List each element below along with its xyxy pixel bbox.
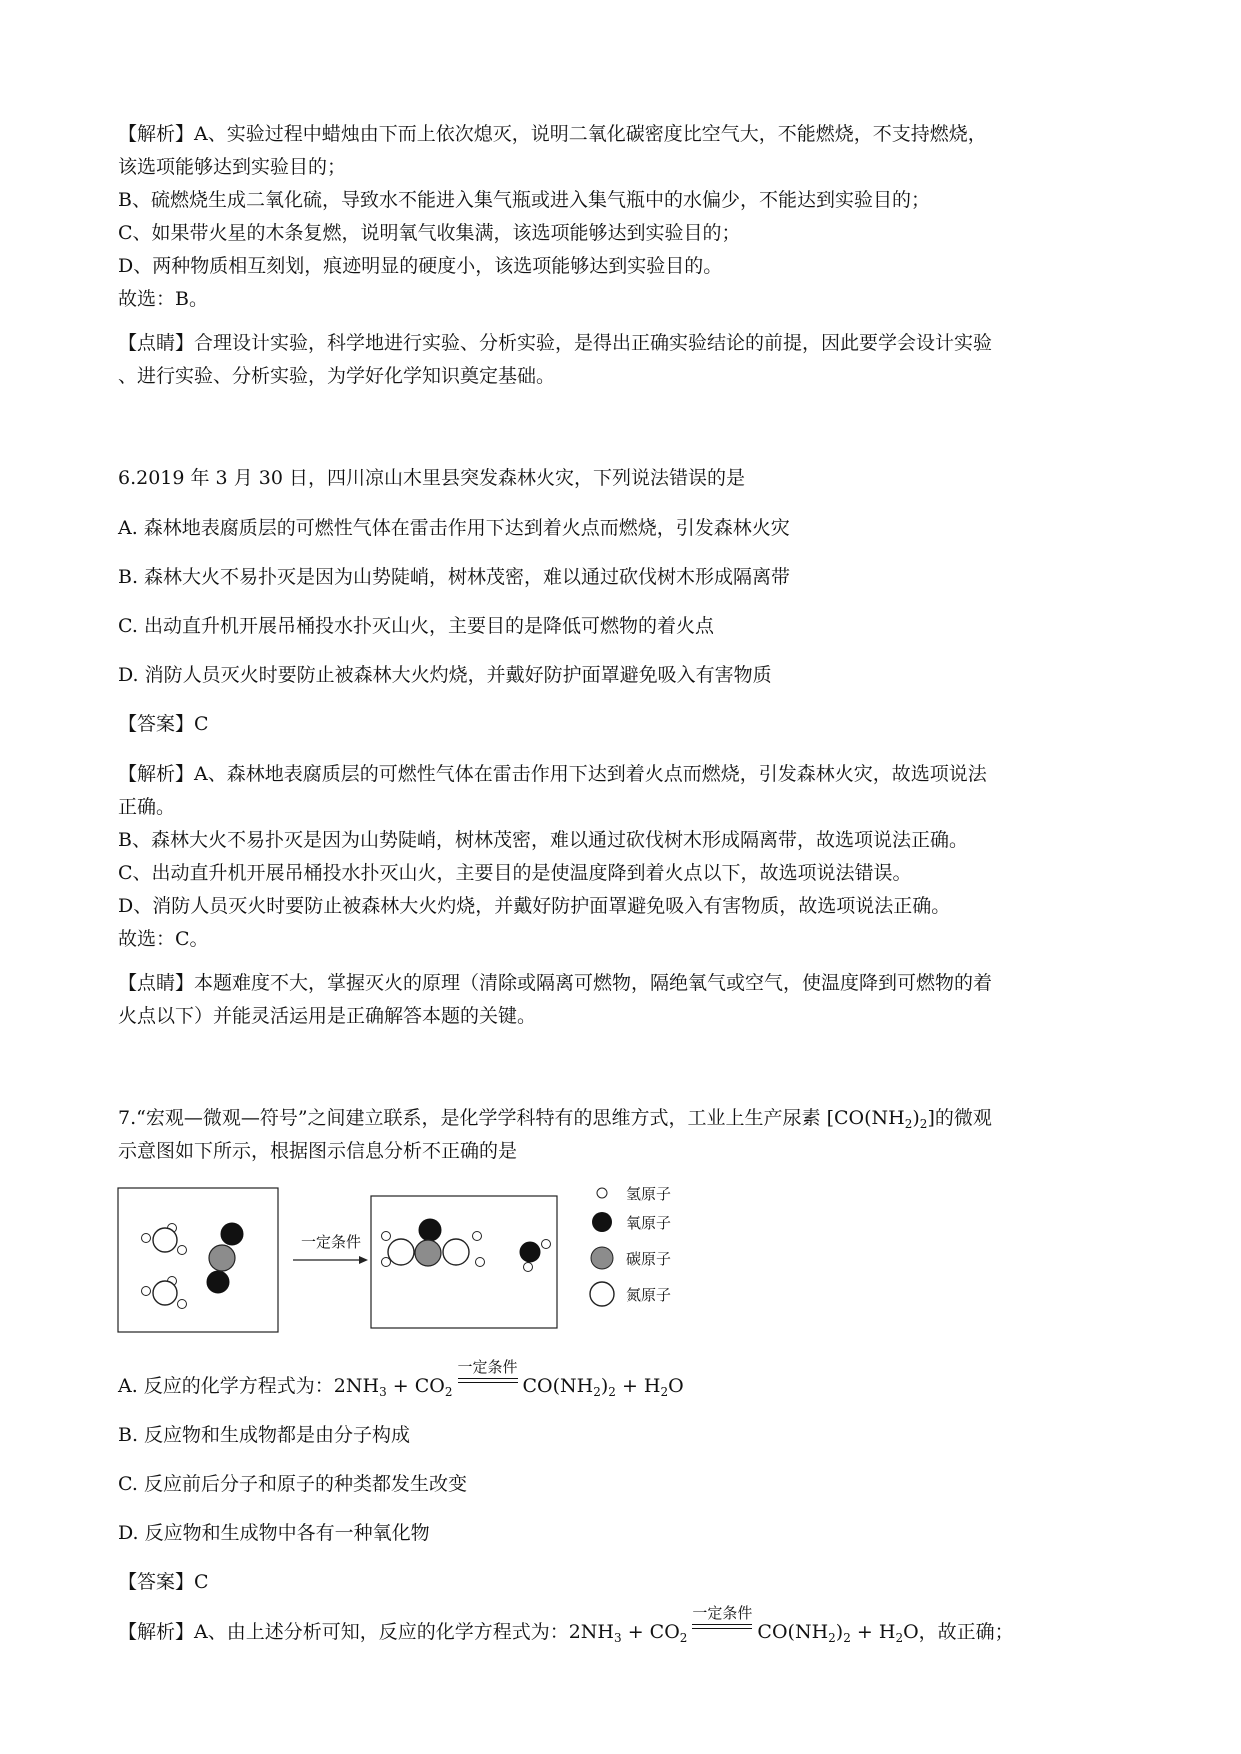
s5-analysis-line: C、如果带火星的木条复燃，说明氧气收集满，该选项能够达到实验目的； (118, 222, 741, 244)
q7-option-b: B. 反应物和生成物都是由分子构成 (118, 1424, 411, 1446)
urea-molecule (382, 1219, 485, 1267)
s5-analysis-line: B、硫燃烧生成二氧化硫，导致水不能进入集气瓶或进入集气瓶中的水偏少，不能达到实验目的； (118, 189, 930, 211)
q6-conclusion: 故选：C。 (118, 928, 209, 950)
s5-analysis-line: 【解析】A、实验过程中蜡烛由下而上依次熄灭，说明二氧化碳密度比空气大，不能燃烧，不支持燃烧， (118, 123, 987, 145)
water-molecule (520, 1240, 551, 1272)
q7-stem-line: 示意图如下所示，根据图示信息分析不正确的是 (118, 1140, 518, 1162)
carbon-dioxide-molecule (207, 1223, 243, 1293)
q6-analysis-line: B、森林大火不易扑灭是因为山势陡峭，树林茂密，难以通过砍伐树木形成隔离带，故选项说法正确。 (118, 829, 968, 851)
q7-analysis-line: 【解析】A、由上述分析可知，反应的化学方程式为：$2NH_3 + CO_2$ 一定条件 $CO(NH_2)_2 + H_2O$，故正确； (118, 1604, 1014, 1645)
s5-tip-line: 、进行实验、分析实验，为学好化学知识奠定基础。 (118, 365, 556, 387)
s5-conclusion: 故选：B。 (118, 288, 208, 310)
q6-option-d: D. 消防人员灭火时要防止被森林大火灼烧，并戴好防护面罩避免吸入有害物质 (118, 664, 772, 686)
q6-answer: 【答案】C (118, 713, 209, 735)
q7-option-c: C. 反应前后分子和原子的种类都发生改变 (118, 1473, 467, 1495)
s5-tip-line: 【点睛】合理设计实验，科学地进行实验、分析实验，是得出正确实验结论的前提，因此要学会设计实验 (118, 332, 993, 354)
q6-tip-line: 【点睛】本题难度不大，掌握灭火的原理（清除或隔离可燃物，隔绝氧气或空气，使温度降到可燃物的着 (118, 972, 993, 994)
q6-option-c: C. 出动直升机开展吊桶投水扑灭山火，主要目的是降低可燃物的着火点 (118, 615, 714, 637)
q6-analysis-line: 正确。 (118, 796, 176, 818)
s5-analysis-line: D、两种物质相互刻划，痕迹明显的硬度小，该选项能够达到实验目的。 (118, 255, 723, 277)
legend-label: 氮原子 (626, 1286, 672, 1304)
s5-analysis-line: 该选项能够达到实验目的； (118, 156, 347, 178)
arrowhead-icon (359, 1256, 368, 1264)
legend-label: 氢原子 (626, 1185, 672, 1203)
legend-label: 氧原子 (626, 1214, 672, 1232)
q6-tip-line: 火点以下）并能灵活运用是正确解答本题的关键。 (118, 1005, 537, 1027)
q6-analysis-line: D、消防人员灭火时要防止被森林大火灼烧，并戴好防护面罩避免吸入有害物质，故选项说法正确。 (118, 895, 951, 917)
legend (590, 1185, 671, 1306)
reaction-condition-sign: 一定条件 (456, 1370, 520, 1394)
carbon-atom-icon (591, 1247, 613, 1269)
q6-analysis-line: 【解析】A、森林地表腐质层的可燃性气体在雷击作用下达到着火点而燃烧，引发森林火灾，故选项说法 (118, 763, 987, 785)
q6-option-a: A. 森林地表腐质层的可燃性气体在雷击作用下达到着火点而燃烧，引发森林火灾 (118, 517, 790, 539)
urea-reaction-diagram (110, 1180, 770, 1350)
hydrogen-atom-icon (597, 1188, 607, 1198)
nitrogen-atom-icon (590, 1282, 614, 1306)
legend-label: 碳原子 (626, 1250, 672, 1268)
q6-stem: 6.2019 年 3 月 30 日，四川凉山木里县突发森林火灾，下列说法错误的是 (118, 467, 745, 489)
reaction-condition-sign: 一定条件 (690, 1616, 754, 1640)
ammonia-molecule (142, 1277, 187, 1309)
q7-option-a: A. 反应的化学方程式为：$2NH_3 + CO_2$ 一定条件 $CO(NH_2)_2 + H_2O$ (118, 1358, 684, 1399)
q7-answer: 【答案】C (118, 1571, 209, 1593)
reactant-box (118, 1188, 278, 1332)
reaction-condition-label: 一定条件 (301, 1233, 362, 1251)
q6-option-b: B. 森林大火不易扑灭是因为山势陡峭，树林茂密，难以通过砍伐树木形成隔离带 (118, 566, 791, 588)
oxygen-atom-icon (592, 1212, 612, 1232)
q7-stem-line: 7.“宏观—微观—符号”之间建立联系，是化学学科特有的思维方式，工业上生产尿素 $[CO(NH_2)_2]$的微观 (118, 1107, 992, 1131)
ammonia-molecule (142, 1224, 187, 1255)
q6-analysis-line: C、出动直升机开展吊桶投水扑灭山火，主要目的是使温度降到着火点以下，故选项说法错误。 (118, 862, 912, 884)
q7-option-d: D. 反应物和生成物中各有一种氧化物 (118, 1522, 430, 1544)
